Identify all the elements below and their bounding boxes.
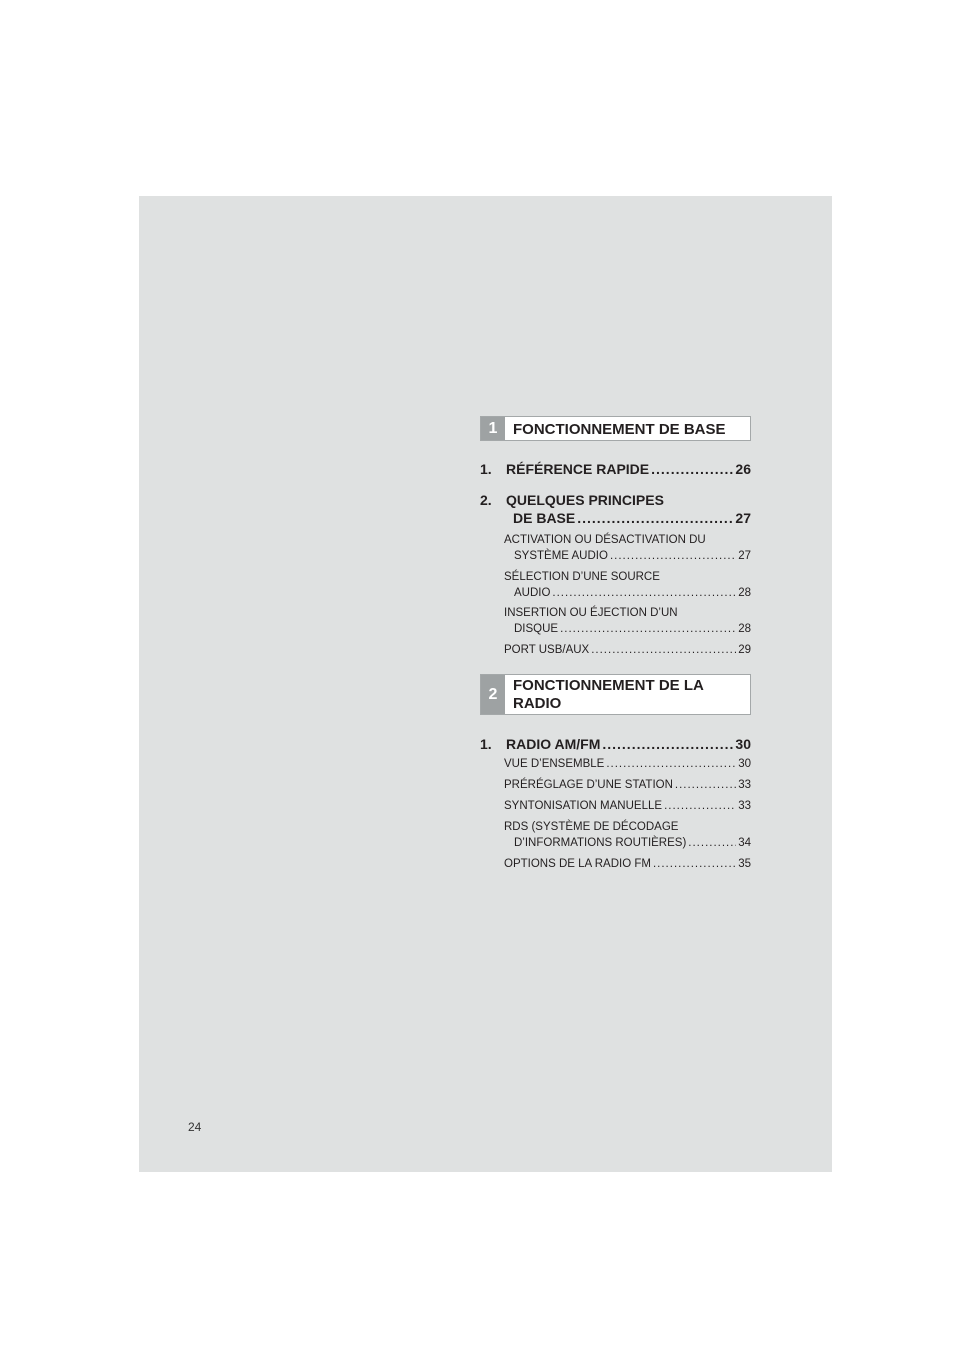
- toc-chapter[interactable]: [480, 735, 751, 753]
- leader-dots: [577, 509, 733, 527]
- page-ref: 35: [738, 858, 751, 870]
- chapter-number: 2.: [480, 492, 492, 508]
- page-ref: 30: [738, 758, 751, 770]
- leader-dots: [606, 756, 736, 772]
- toc-chapter[interactable]: [480, 460, 751, 478]
- leader-dots: [651, 460, 733, 478]
- page-ref: 29: [738, 644, 751, 656]
- subentry-line1: PORT USB/AUX: [504, 644, 590, 656]
- chapter-title-line2: DE BASE: [513, 510, 576, 526]
- leader-dots: [602, 735, 733, 753]
- toc-subentry[interactable]: [504, 856, 751, 872]
- chapter-title: RÉFÉRENCE RAPIDE: [506, 461, 650, 477]
- leader-dots: [664, 798, 736, 814]
- section-title-line2: RADIO: [513, 695, 562, 712]
- subentry-line2: SYSTÈME AUDIO: [514, 550, 608, 562]
- section-number: 1: [481, 417, 505, 440]
- toc-subentry[interactable]: [504, 798, 751, 814]
- leader-dots: [688, 835, 736, 851]
- section-title-line1: FONCTIONNEMENT DE LA: [513, 677, 704, 694]
- chapter-number: 1.: [480, 461, 492, 477]
- toc-subentry[interactable]: [504, 569, 751, 601]
- page-ref: 26: [735, 461, 751, 477]
- page-ref: 33: [738, 800, 751, 812]
- page-ref: 27: [738, 550, 751, 562]
- leader-dots: [560, 621, 736, 637]
- subentry-line1: PRÉRÉGLAGE D’UNE STATION: [504, 779, 673, 791]
- subentry-line1: SÉLECTION D’UNE SOURCE: [504, 571, 660, 583]
- toc-subentry[interactable]: [504, 819, 751, 851]
- page-ref: 33: [738, 779, 751, 791]
- page-ref: 28: [738, 623, 751, 635]
- toc-chapter[interactable]: [480, 491, 751, 527]
- section-title: FONCTIONNEMENT DE BASE: [513, 421, 726, 438]
- page-ref: 28: [738, 587, 751, 599]
- leader-dots: [591, 642, 736, 658]
- section-number: 2: [481, 675, 505, 714]
- subentry-line2: DISQUE: [514, 623, 559, 635]
- toc-subentry[interactable]: [504, 642, 751, 658]
- page-number: 24: [188, 1120, 202, 1134]
- toc-subentry[interactable]: [504, 532, 751, 564]
- subentry-line2: D’INFORMATIONS ROUTIÈRES): [514, 837, 687, 849]
- page-ref: 30: [735, 736, 751, 752]
- toc-subentry[interactable]: [504, 605, 751, 637]
- section-title: [505, 675, 704, 714]
- toc-subentry[interactable]: [504, 777, 751, 793]
- subentry-line1: VUE D’ENSEMBLE: [504, 758, 605, 770]
- chapter-title: RADIO AM/FM: [506, 736, 601, 752]
- section-header-2: [480, 674, 751, 715]
- section-header-1: [480, 416, 751, 441]
- page-ref: 34: [738, 837, 751, 849]
- leader-dots: [675, 777, 736, 793]
- leader-dots: [552, 585, 736, 601]
- chapter-number: 1.: [480, 736, 492, 752]
- leader-dots: [610, 548, 736, 564]
- chapter-title-line1: QUELQUES PRINCIPES: [506, 492, 664, 508]
- subentry-line1: INSERTION OU ÉJECTION D’UN: [504, 607, 678, 619]
- toc-subentry[interactable]: [504, 756, 751, 772]
- subentry-line2: AUDIO: [514, 587, 551, 599]
- leader-dots: [653, 856, 736, 872]
- subentry-line1: ACTIVATION OU DÉSACTIVATION DU: [504, 534, 706, 546]
- subentry-line1: OPTIONS DE LA RADIO FM: [504, 858, 651, 870]
- subentry-line1: SYNTONISATION MANUELLE: [504, 800, 663, 812]
- subentry-line1: RDS (SYSTÈME DE DÉCODAGE: [504, 821, 679, 833]
- page-ref: 27: [735, 510, 751, 526]
